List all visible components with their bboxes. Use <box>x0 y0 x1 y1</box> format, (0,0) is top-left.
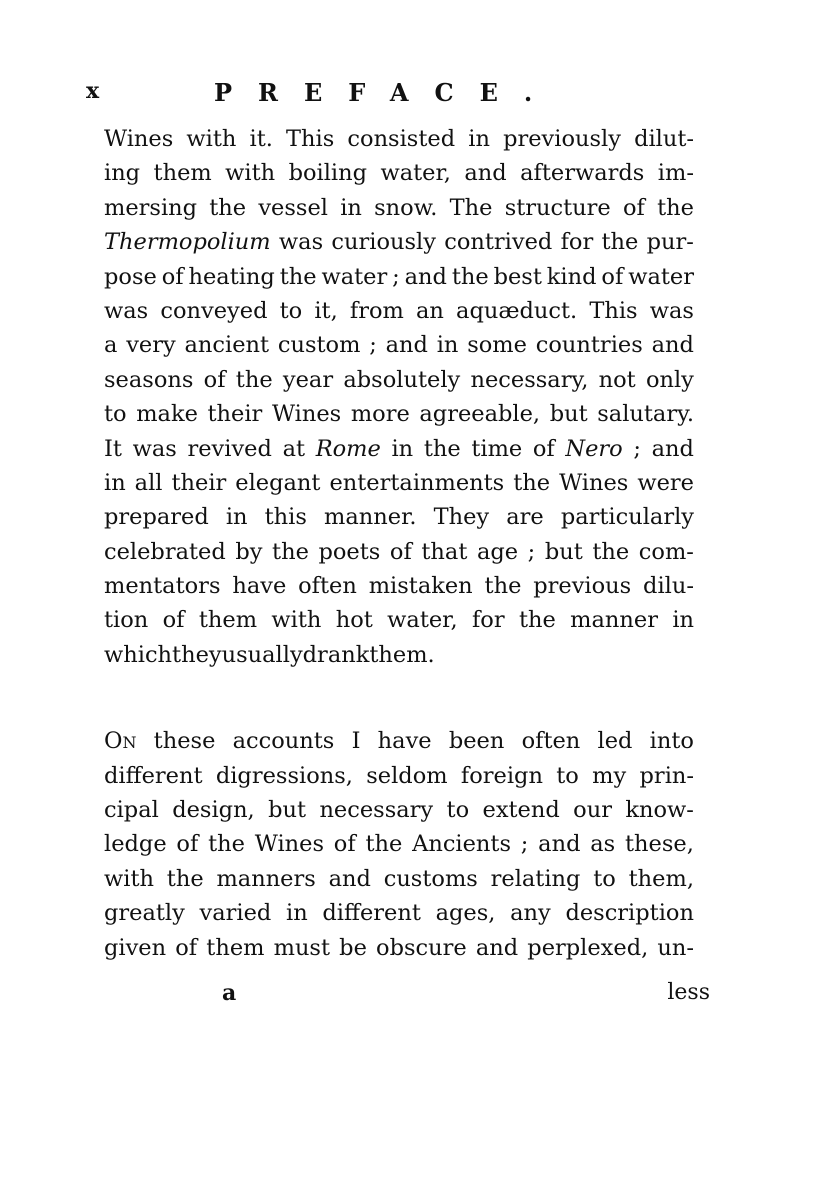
word: pur- <box>646 229 694 256</box>
word: of <box>161 263 184 290</box>
text-line <box>104 191 694 225</box>
word: vessel <box>258 194 328 221</box>
word: the <box>166 865 204 892</box>
word: of <box>203 366 226 393</box>
word: of <box>176 831 199 858</box>
paragraph-gap <box>104 672 694 724</box>
text-line <box>104 638 694 672</box>
word: previously <box>503 126 621 152</box>
word: Thermopolium <box>104 229 271 256</box>
word: necessary <box>319 797 434 824</box>
word: kind <box>546 263 597 290</box>
word: It <box>104 435 122 462</box>
word: water <box>628 263 694 290</box>
word: foreign <box>460 762 543 789</box>
word: the <box>592 538 630 565</box>
word: was <box>649 297 694 324</box>
word: in <box>340 194 362 221</box>
word: prepared <box>104 504 209 531</box>
word: been <box>448 728 505 755</box>
text-line <box>104 156 694 190</box>
body-text <box>104 122 694 965</box>
word: previous <box>533 573 632 600</box>
word: dilut- <box>634 126 694 152</box>
word: water, <box>387 607 458 634</box>
word: to <box>104 401 127 428</box>
word: of <box>175 934 198 961</box>
word: usually <box>221 641 303 668</box>
word: any <box>510 900 551 927</box>
word: given <box>104 934 167 961</box>
word: this <box>264 504 307 531</box>
word: to <box>593 865 616 892</box>
word: perplexed, <box>527 934 649 961</box>
word: structure <box>504 194 611 221</box>
word: seldom <box>366 762 448 789</box>
word: custom <box>277 332 361 359</box>
word: in <box>286 900 308 927</box>
word: ; <box>369 332 377 359</box>
word: age <box>476 538 519 565</box>
word: them <box>206 934 265 961</box>
word: these, <box>625 831 694 858</box>
word: the <box>657 194 694 221</box>
word: ; <box>633 435 641 462</box>
word: the <box>279 263 317 290</box>
word: cipal <box>104 797 159 824</box>
text-line <box>104 827 694 861</box>
word: accounts <box>232 728 335 755</box>
word: and <box>651 435 694 462</box>
word: Wines <box>559 469 629 496</box>
word: to <box>556 762 579 789</box>
word: customs <box>383 865 478 892</box>
word: description <box>565 900 694 927</box>
word: ; <box>527 538 536 565</box>
text-line <box>104 122 694 156</box>
word: was <box>132 435 177 462</box>
word: was <box>278 229 324 256</box>
text-line <box>104 397 694 431</box>
word: They <box>433 504 490 531</box>
word: and <box>385 332 428 359</box>
word: different <box>104 762 203 789</box>
word: as <box>590 831 616 858</box>
word: the <box>272 538 309 565</box>
word: best <box>493 263 542 290</box>
word: Wines <box>104 126 174 152</box>
word: not <box>598 366 636 393</box>
text-line <box>104 793 694 827</box>
word: to <box>446 797 470 824</box>
word: water, <box>380 160 451 187</box>
word: in <box>672 607 694 634</box>
text-line <box>104 260 694 294</box>
page-footer <box>104 980 710 1020</box>
word: absolutely <box>343 366 461 393</box>
word: time <box>471 435 523 462</box>
word: On <box>104 728 137 755</box>
word: with <box>271 607 322 634</box>
word: are <box>506 504 544 531</box>
word: manner <box>570 607 658 634</box>
text-line <box>104 466 694 500</box>
word: Wines <box>271 401 342 428</box>
word: them <box>153 160 212 187</box>
word: the <box>451 263 489 290</box>
word: of <box>601 263 624 290</box>
word: and <box>475 934 519 961</box>
word: which <box>104 641 173 668</box>
text-line <box>104 569 694 603</box>
word: the <box>235 366 273 393</box>
word: boiling <box>288 160 368 187</box>
word: and <box>404 263 447 290</box>
word: led <box>597 728 633 755</box>
word: mistaken <box>368 573 473 600</box>
word: of <box>622 194 645 221</box>
word: of <box>532 435 555 462</box>
word: all <box>134 469 163 496</box>
text-line <box>104 432 694 466</box>
word: countries <box>535 332 643 359</box>
word: ages, <box>435 900 496 927</box>
word: have <box>232 573 287 600</box>
word: the <box>518 607 556 634</box>
word: afterwards <box>520 160 645 187</box>
word: celebrated <box>104 538 226 565</box>
word: the <box>208 831 245 858</box>
word: their <box>207 401 263 428</box>
word: they <box>172 641 222 668</box>
word: was <box>104 297 149 324</box>
word: a <box>104 332 118 359</box>
word: with <box>186 126 237 152</box>
word: hot <box>335 607 373 634</box>
word: relating <box>490 865 581 892</box>
word: elegant <box>235 469 321 496</box>
word: it. <box>249 126 273 152</box>
word: water <box>321 263 388 290</box>
word: in <box>436 332 459 359</box>
word: but <box>549 401 588 428</box>
word: contrived <box>444 229 553 256</box>
text-line <box>104 896 694 930</box>
word: the <box>423 435 461 462</box>
text-line <box>104 500 694 534</box>
word: manners <box>216 865 316 892</box>
text-line <box>104 294 694 328</box>
word: but <box>268 797 307 824</box>
text-line <box>104 363 694 397</box>
word: year <box>282 366 334 393</box>
word: for <box>471 607 505 634</box>
word: design, <box>172 797 255 824</box>
word: and <box>328 865 371 892</box>
paragraph <box>104 724 694 965</box>
word: com- <box>638 538 694 565</box>
word: the <box>601 229 639 256</box>
word: I <box>351 728 361 755</box>
word: dilu- <box>643 573 694 600</box>
word: heating <box>188 263 275 290</box>
running-title: PREFACE. <box>214 78 559 107</box>
word: but <box>544 538 583 565</box>
word: the <box>484 573 522 600</box>
word: mersing <box>104 194 198 221</box>
word: them <box>198 607 258 634</box>
word: poets <box>318 538 381 565</box>
word: often <box>521 728 581 755</box>
word: be <box>339 934 367 961</box>
word: of <box>389 538 412 565</box>
word: agreeable, <box>419 401 541 428</box>
word: ing <box>104 160 141 187</box>
word: in <box>468 126 490 152</box>
word: Wines <box>254 831 324 858</box>
word: these <box>153 728 216 755</box>
word: them, <box>628 865 694 892</box>
word: into <box>649 728 694 755</box>
word: drank <box>302 641 370 668</box>
word: aquæduct. <box>456 297 578 324</box>
text-line <box>104 862 694 896</box>
text-line <box>104 931 694 965</box>
word: them. <box>369 641 435 668</box>
word: particularly <box>560 504 694 531</box>
word: know- <box>625 797 694 824</box>
word: and <box>538 831 581 858</box>
word: necessary, <box>470 366 589 393</box>
word: very <box>126 332 176 359</box>
word: ; <box>392 263 400 290</box>
word: curiously <box>331 229 436 256</box>
word: make <box>136 401 198 428</box>
word: ledge <box>104 831 167 858</box>
word: ancient <box>184 332 270 359</box>
word: it, <box>314 297 338 324</box>
word: often <box>298 573 357 600</box>
word: of <box>333 831 356 858</box>
word: extend <box>482 797 560 824</box>
word: the <box>365 831 403 858</box>
word: the <box>209 194 247 221</box>
word: different <box>322 900 421 927</box>
word: of <box>162 607 185 634</box>
word: salutary. <box>597 401 694 428</box>
word: in <box>104 469 126 496</box>
word: This <box>589 297 638 324</box>
word: varied <box>199 900 272 927</box>
catchword: less <box>667 980 710 1005</box>
word: that <box>421 538 468 565</box>
word: prin- <box>639 762 694 789</box>
word: in <box>391 435 414 462</box>
word: to <box>279 297 303 324</box>
word: with <box>225 160 276 187</box>
signature-mark: a <box>222 980 237 1006</box>
page-number: x <box>86 78 100 104</box>
word: ; <box>520 831 529 858</box>
word: from <box>349 297 404 324</box>
word: an <box>416 297 444 324</box>
word: my <box>592 762 627 789</box>
word: un- <box>657 934 694 961</box>
word: Rome <box>315 435 381 462</box>
word: This <box>286 126 335 152</box>
word: their <box>171 469 227 496</box>
word: and <box>651 332 694 359</box>
word: digressions, <box>215 762 353 789</box>
text-line <box>104 759 694 793</box>
text-line <box>104 225 694 259</box>
word: more <box>350 401 410 428</box>
word: The <box>449 194 493 221</box>
word: at <box>282 435 306 462</box>
word: our <box>573 797 612 824</box>
page-header <box>86 78 706 114</box>
word: mentators <box>104 573 221 600</box>
word: by <box>235 538 263 565</box>
word: only <box>645 366 694 393</box>
word: with <box>104 865 154 892</box>
word: and <box>464 160 507 187</box>
word: the <box>513 469 551 496</box>
word: tion <box>104 607 149 634</box>
word: conveyed <box>160 297 268 324</box>
word: for <box>560 229 594 256</box>
word: pose <box>104 263 157 290</box>
word: obscure <box>376 934 467 961</box>
word: Ancients <box>412 831 512 858</box>
word: greatly <box>104 900 185 927</box>
word: manner. <box>324 504 417 531</box>
word: must <box>273 934 331 961</box>
text-line <box>104 724 694 758</box>
word: im- <box>657 160 694 187</box>
text-line <box>104 603 694 637</box>
word: consisted <box>347 126 456 152</box>
word: have <box>377 728 432 755</box>
word: some <box>467 332 527 359</box>
word: in <box>225 504 248 531</box>
word: revived <box>187 435 272 462</box>
text-line <box>104 328 694 362</box>
text-line <box>104 535 694 569</box>
word: were <box>637 469 694 496</box>
word: seasons <box>104 366 194 393</box>
word: Nero <box>565 435 623 462</box>
paragraph <box>104 122 694 672</box>
word: snow. <box>374 194 438 221</box>
word: entertainments <box>329 469 505 496</box>
